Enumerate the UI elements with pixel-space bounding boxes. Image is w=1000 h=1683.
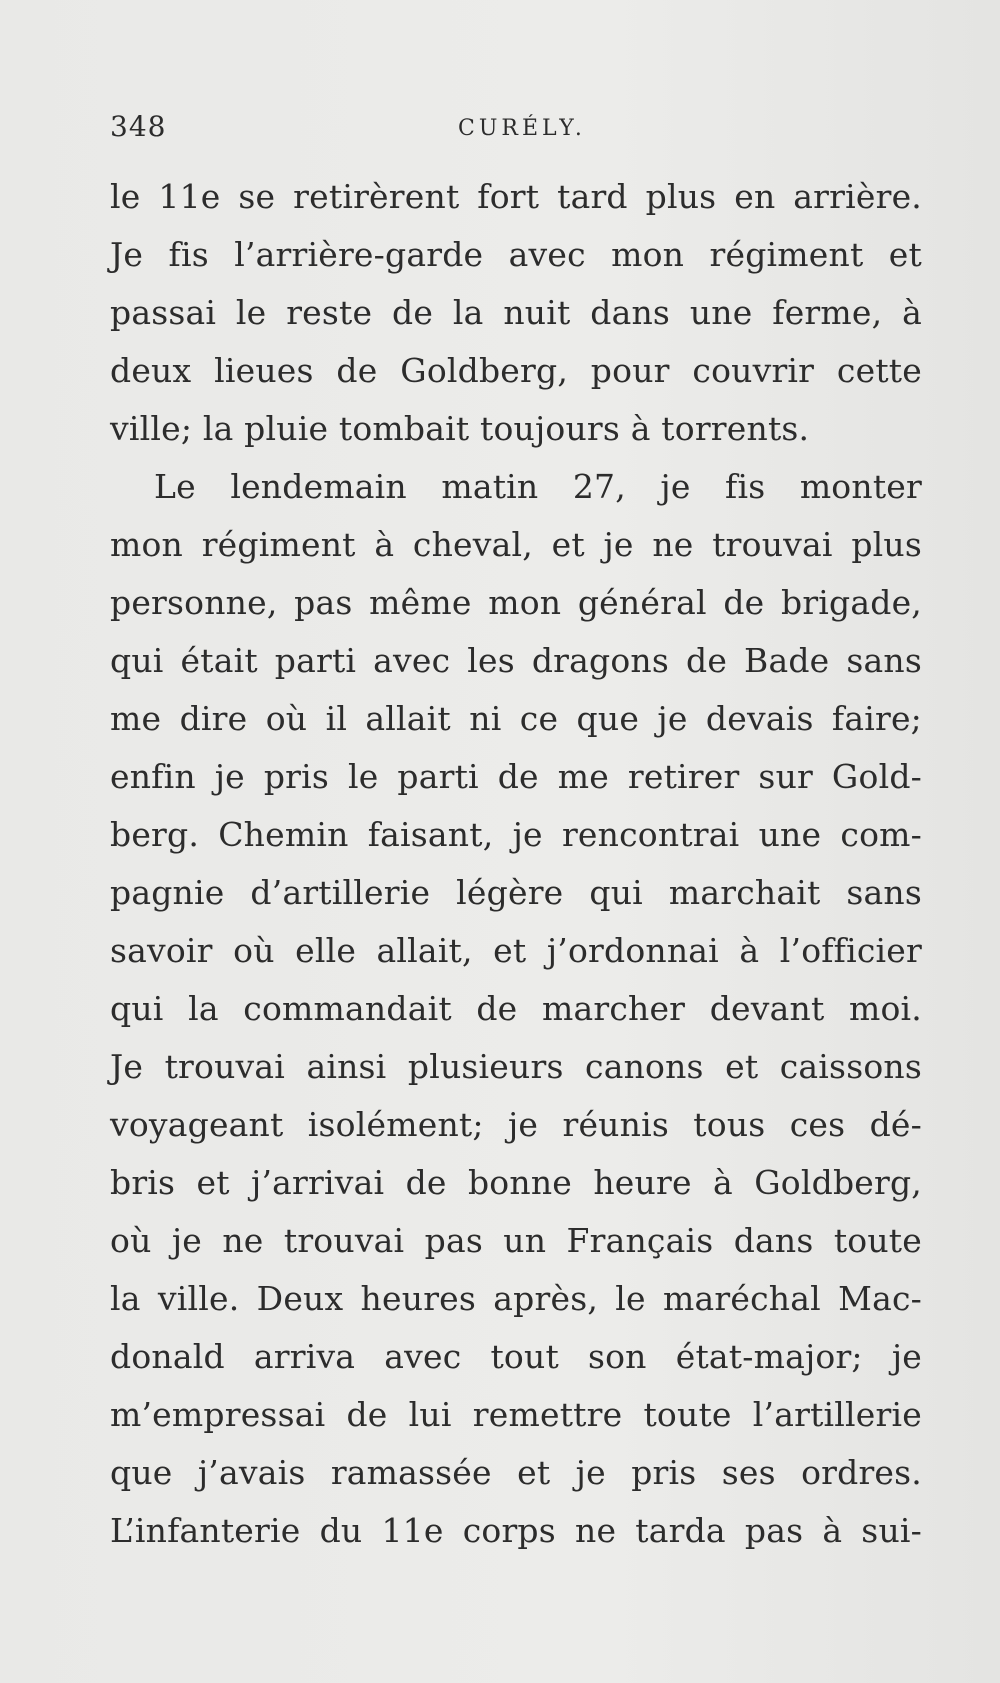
text-line: ville; la pluie tombait toujours à torrents.	[110, 409, 810, 448]
text-line: bris et j’arrivai de bonne heure à Goldberg,	[110, 1163, 922, 1202]
text-line: Le lendemain matin 27, je fis monter	[154, 467, 922, 506]
text-line: savoir où elle allait, et j’ordonnai à l’officier	[110, 931, 922, 970]
text-line: pagnie d’artillerie légère qui marchait sans	[110, 873, 922, 912]
text-line: Je fis l’arrière-garde avec mon régiment et	[110, 235, 922, 274]
text-line: voyageant isolément; je réunis tous ces dé-	[110, 1105, 922, 1144]
text-line: Je trouvai ainsi plusieurs canons et caissons	[110, 1047, 922, 1086]
text-line: personne, pas même mon général de brigade,	[110, 583, 922, 622]
text-line: que j’avais ramassée et je pris ses ordres.	[110, 1453, 922, 1492]
text-line: deux lieues de Goldberg, pour couvrir cette	[110, 351, 922, 390]
text-line: le 11e se retirèrent fort tard plus en arrière.	[110, 177, 922, 216]
text-line: donald arriva avec tout son état-major; je	[110, 1337, 922, 1376]
text-line: qui était parti avec les dragons de Bade sans	[110, 641, 922, 680]
text-line: m’empressai de lui remettre toute l’artillerie	[110, 1395, 922, 1434]
text-line: berg. Chemin faisant, je rencontrai une com-	[110, 815, 922, 854]
body-text	[110, 168, 922, 1560]
text-line: mon régiment à cheval, et je ne trouvai plus	[110, 525, 922, 564]
text-line: passai le reste de la nuit dans une ferme, à	[110, 293, 922, 332]
text-line: qui la commandait de marcher devant moi.	[110, 989, 922, 1028]
page-number: 348	[110, 110, 167, 143]
text-line: enfin je pris le parti de me retirer sur Gold-	[110, 757, 922, 796]
text-line: L’infanterie du 11e corps ne tarda pas à sui-	[110, 1511, 922, 1550]
running-head: CURÉLY.	[458, 116, 586, 141]
text-line: la ville. Deux heures après, le maréchal Mac-	[110, 1279, 922, 1318]
text-line: où je ne trouvai pas un Français dans toute	[110, 1221, 922, 1260]
text-line: me dire où il allait ni ce que je devais faire;	[110, 699, 922, 738]
page-header	[110, 110, 922, 150]
